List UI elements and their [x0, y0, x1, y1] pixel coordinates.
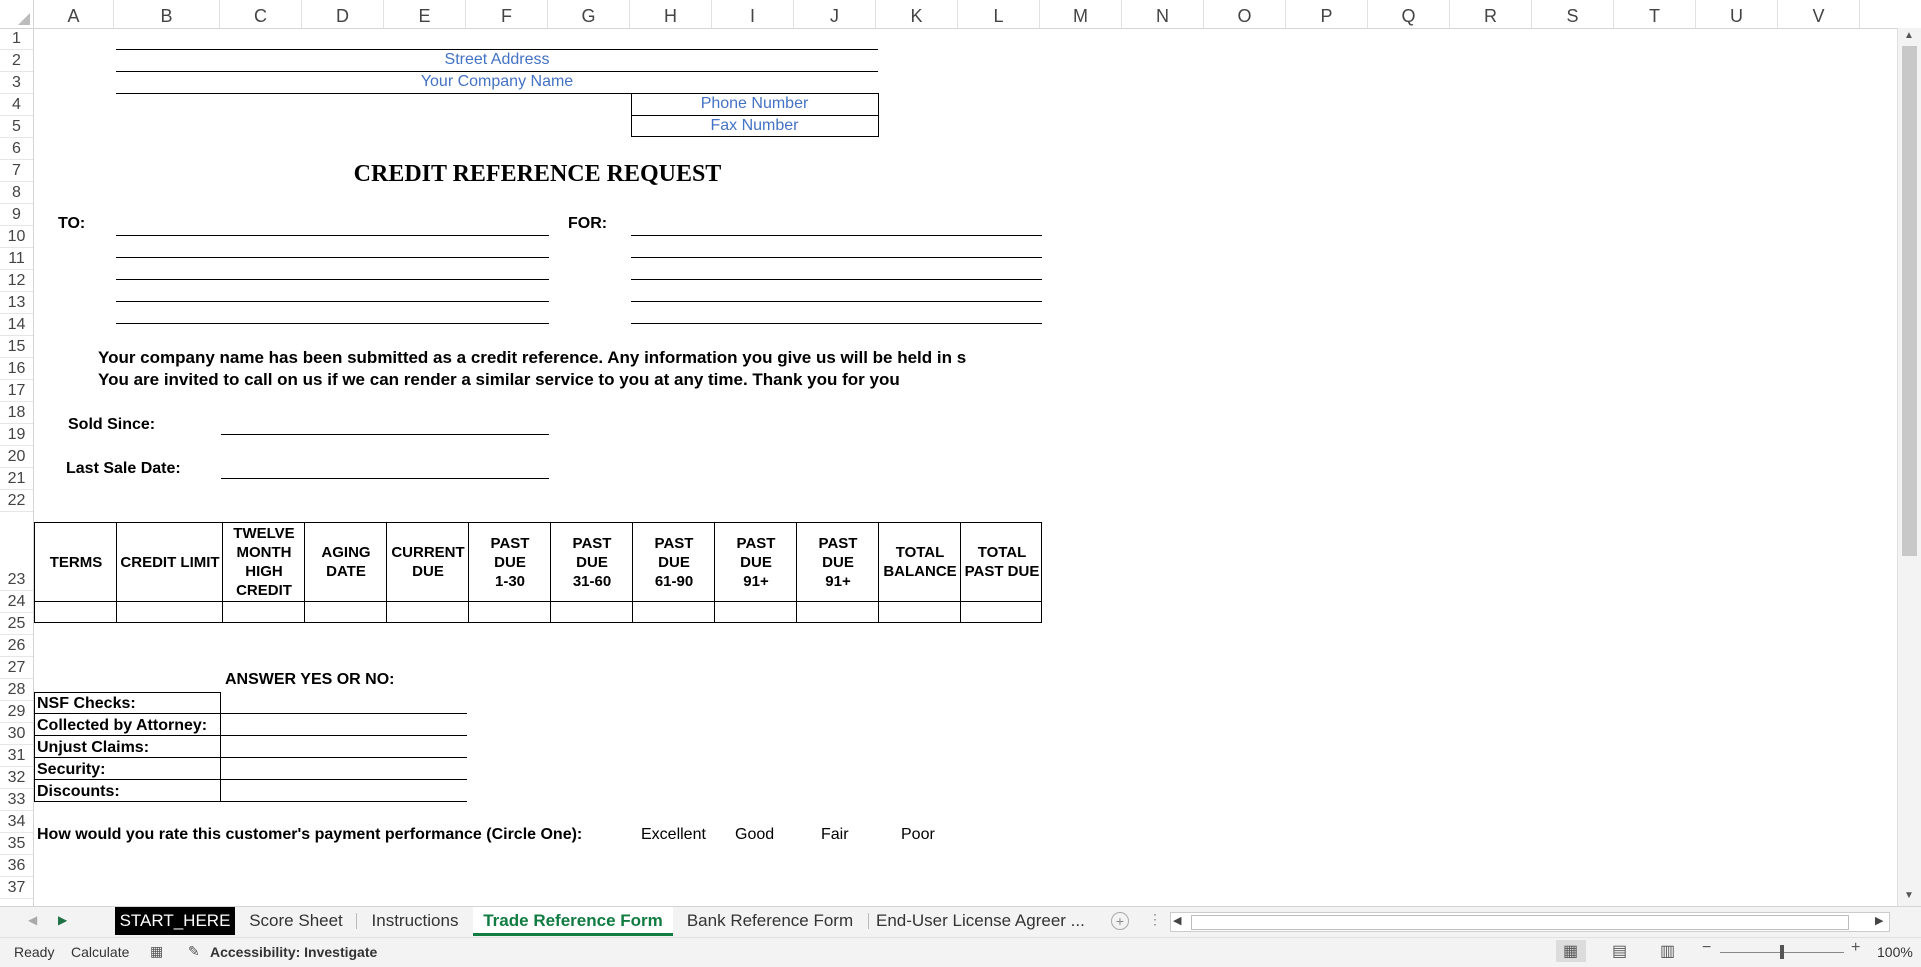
table-data-cell[interactable]: [715, 601, 797, 622]
answer-field[interactable]: [221, 735, 467, 736]
for-line-2[interactable]: [631, 257, 1042, 258]
page-break-preview-icon[interactable]: ▥: [1660, 943, 1676, 960]
table-data-cell[interactable]: [961, 601, 1043, 622]
page-title[interactable]: CREDIT REFERENCE REQUEST: [353, 161, 722, 187]
column-header-k[interactable]: K: [876, 0, 958, 28]
table-header-cell[interactable]: PAST DUE 31-60: [572, 534, 612, 590]
row-header-4[interactable]: 4: [0, 94, 33, 116]
question-label-box: [34, 714, 221, 736]
normal-view-icon: ▦: [1563, 943, 1579, 960]
column-header-u[interactable]: U: [1696, 0, 1778, 28]
row-header-9[interactable]: 9: [0, 204, 33, 226]
row-header-19[interactable]: 19: [0, 424, 33, 446]
status-calculate[interactable]: Calculate: [71, 944, 130, 960]
phone-number[interactable]: Phone Number: [700, 95, 809, 112]
table-data-cell[interactable]: [633, 601, 715, 622]
column-header-q[interactable]: Q: [1368, 0, 1450, 28]
row-header-17[interactable]: 17: [0, 380, 33, 402]
row-header-6[interactable]: 6: [0, 138, 33, 160]
to-line-2[interactable]: [116, 257, 549, 258]
column-header-g[interactable]: G: [548, 0, 630, 28]
tab-divider: [868, 913, 869, 929]
table-data-cell[interactable]: [879, 601, 961, 622]
column-header-m[interactable]: M: [1040, 0, 1122, 28]
phone-fax-divider: [631, 115, 878, 116]
row-header-12[interactable]: 12: [0, 270, 33, 292]
row-header-bar: [0, 28, 34, 906]
row-header-1[interactable]: 1: [0, 28, 33, 50]
tab-bank-reference-form[interactable]: Bank Reference Form: [686, 911, 854, 930]
to-label: TO:: [58, 215, 86, 232]
rating-fair[interactable]: Fair: [821, 826, 849, 843]
question-label-box: [34, 692, 221, 714]
column-header-i[interactable]: I: [712, 0, 794, 28]
row-header-18[interactable]: 18: [0, 402, 33, 424]
for-line-4[interactable]: [631, 301, 1042, 302]
status-bar: [0, 937, 1921, 967]
row-header-7[interactable]: 7: [0, 160, 33, 182]
more-options-icon[interactable]: ⋮: [1148, 911, 1162, 927]
answer-field[interactable]: [221, 801, 467, 802]
row-header-33[interactable]: 33: [0, 789, 33, 811]
row-header-5[interactable]: 5: [0, 116, 33, 138]
column-header-b[interactable]: B: [114, 0, 220, 28]
table-header-cell[interactable]: PAST DUE 91+: [818, 534, 858, 590]
answer-label: ANSWER YES OR NO:: [225, 671, 395, 688]
row-header-15[interactable]: 15: [0, 336, 33, 358]
tab-score-sheet[interactable]: Score Sheet: [249, 911, 343, 930]
question-label: NSF Checks:: [37, 695, 136, 712]
to-line-4[interactable]: [116, 301, 549, 302]
column-header-v[interactable]: V: [1778, 0, 1860, 28]
column-header-n[interactable]: N: [1122, 0, 1204, 28]
column-header-r[interactable]: R: [1450, 0, 1532, 28]
row-header-26[interactable]: 26: [0, 635, 33, 657]
row-header-14[interactable]: 14: [0, 314, 33, 336]
tab-end-user-license[interactable]: End-User License Agreer ...: [876, 911, 1085, 930]
tab-scroll-right-icon[interactable]: ▶: [58, 913, 68, 927]
table-header-cell[interactable]: CREDIT LIMIT: [120, 553, 220, 571]
row-header-36[interactable]: 36: [0, 855, 33, 877]
rating-poor[interactable]: Poor: [901, 826, 935, 843]
column-header-f[interactable]: F: [466, 0, 548, 28]
sold-since-label: Sold Since:: [68, 416, 156, 433]
zoom-level[interactable]: 100%: [1877, 944, 1913, 960]
zoom-out-icon[interactable]: −: [1702, 939, 1712, 956]
column-header-c[interactable]: C: [220, 0, 302, 28]
to-line-5[interactable]: [116, 323, 549, 324]
rating-question: How would you rate this customer's payment performance (Circle One):: [37, 826, 583, 843]
answer-field[interactable]: [221, 779, 467, 780]
row-header-35[interactable]: 35: [0, 833, 33, 855]
tab-start-here[interactable]: START_HERE: [115, 907, 235, 935]
row-header-20[interactable]: 20: [0, 446, 33, 468]
to-line-3[interactable]: [116, 279, 549, 280]
row-header-25[interactable]: 25: [0, 613, 33, 635]
header-line-1: [116, 49, 878, 50]
table-data-cell[interactable]: [551, 601, 633, 622]
table-data-cell[interactable]: [117, 601, 223, 622]
scroll-up-icon[interactable]: ▲: [1904, 30, 1914, 41]
table-header-cell[interactable]: AGING DATE: [321, 544, 371, 580]
row-header-3[interactable]: 3: [0, 72, 33, 94]
row-header-11[interactable]: 11: [0, 248, 33, 270]
horizontal-scrollbar[interactable]: [1170, 912, 1890, 932]
row-header-16[interactable]: 16: [0, 358, 33, 380]
answer-field[interactable]: [221, 757, 467, 758]
add-sheet-icon[interactable]: +: [1111, 912, 1129, 930]
rating-excellent[interactable]: Excellent: [641, 826, 706, 843]
row-header-34[interactable]: 34: [0, 811, 33, 833]
select-all-button[interactable]: [0, 0, 34, 28]
column-header-bar: [0, 0, 1921, 29]
last-sale-date-label: Last Sale Date:: [66, 460, 181, 477]
table-data-cell[interactable]: [35, 601, 117, 622]
fax-number[interactable]: Fax Number: [710, 117, 799, 134]
column-header-l[interactable]: L: [958, 0, 1040, 28]
vertical-scroll-thumb[interactable]: [1902, 46, 1917, 556]
for-line-3[interactable]: [631, 279, 1042, 280]
column-header-e[interactable]: E: [384, 0, 466, 28]
scroll-down-icon[interactable]: ▼: [1904, 890, 1914, 901]
sheet-tab-bar: [0, 906, 1921, 937]
column-header-p[interactable]: P: [1286, 0, 1368, 28]
for-label: FOR:: [568, 215, 608, 232]
table-data-cell[interactable]: [387, 601, 469, 622]
table-data-cell[interactable]: [797, 601, 879, 622]
company-name[interactable]: Your Company Name: [420, 73, 574, 90]
table-header-cell[interactable]: TOTAL BALANCE: [883, 544, 957, 580]
tab-instructions[interactable]: Instructions: [371, 911, 459, 930]
paragraph-line-1[interactable]: Your company name has been submitted as a credit reference. Any information you give us will be held in s: [98, 348, 967, 367]
row-header-21[interactable]: 21: [0, 468, 33, 490]
row-header-27[interactable]: 27: [0, 657, 33, 679]
tab-divider: [356, 913, 357, 929]
question-label: Unjust Claims:: [37, 739, 150, 756]
column-header-j[interactable]: J: [794, 0, 876, 28]
last-sale-date-field[interactable]: [221, 478, 549, 479]
table-row-divider: [35, 601, 1041, 602]
question-label: Discounts:: [37, 783, 120, 800]
column-header-o[interactable]: O: [1204, 0, 1286, 28]
for-line-5[interactable]: [631, 323, 1042, 324]
column-header-t[interactable]: T: [1614, 0, 1696, 28]
table-data-cell[interactable]: [223, 601, 305, 622]
table-data-cell[interactable]: [305, 601, 387, 622]
hscroll-right-icon[interactable]: ▶: [1875, 915, 1884, 927]
table-header-cell[interactable]: TOTAL PAST DUE: [964, 544, 1040, 580]
row-header-32[interactable]: 32: [0, 767, 33, 789]
accessibility-icon[interactable]: ✎: [188, 943, 200, 959]
row-header-31[interactable]: 31: [0, 745, 33, 767]
question-label: Collected by Attorney:: [37, 717, 208, 734]
question-label-box: [34, 780, 221, 802]
question-label-box: [34, 758, 221, 780]
row-header-10[interactable]: 10: [0, 226, 33, 248]
hscroll-left-icon[interactable]: ◀: [1173, 915, 1182, 927]
answer-field[interactable]: [221, 713, 467, 714]
table-header-cell[interactable]: TERMS: [49, 553, 103, 571]
row-header-30[interactable]: 30: [0, 723, 33, 745]
status-ready: Ready: [14, 944, 55, 960]
row-header-29[interactable]: 29: [0, 701, 33, 723]
row-header-28[interactable]: 28: [0, 679, 33, 701]
zoom-in-icon[interactable]: +: [1851, 939, 1861, 956]
for-line-1[interactable]: [631, 235, 1042, 236]
paragraph-line-2[interactable]: You are invited to call on us if we can render a similar service to you at any time. Thank you for you: [98, 370, 900, 389]
tab-trade-reference-form[interactable]: Trade Reference Form: [473, 907, 673, 936]
header-line-2: [116, 71, 878, 72]
horizontal-scroll-thumb[interactable]: [1191, 915, 1849, 930]
question-label-box: [34, 736, 221, 758]
tab-scroll-left-icon[interactable]: ◀: [28, 913, 38, 927]
street-address[interactable]: Street Address: [444, 51, 550, 68]
column-header-h[interactable]: H: [630, 0, 712, 28]
zoom-slider-thumb[interactable]: [1780, 945, 1784, 959]
row-header-24[interactable]: 24: [0, 591, 33, 613]
status-accessibility[interactable]: Accessibility: Investigate: [210, 944, 378, 960]
vertical-scrollbar[interactable]: [1897, 28, 1921, 906]
row-header-22[interactable]: 22: [0, 490, 33, 512]
row-header-37[interactable]: 37: [0, 877, 33, 899]
sold-since-field[interactable]: [221, 434, 549, 435]
row-header-23[interactable]: 23: [0, 512, 33, 591]
question-label: Security:: [37, 761, 106, 778]
table-data-cell[interactable]: [469, 601, 551, 622]
column-header-s[interactable]: S: [1532, 0, 1614, 28]
macro-record-icon[interactable]: ▦: [150, 943, 164, 959]
to-line-1[interactable]: [116, 235, 549, 236]
rating-good[interactable]: Good: [735, 826, 775, 843]
table-header-cell[interactable]: PAST DUE 1-30: [490, 534, 530, 590]
table-header-cell[interactable]: CURRENT DUE: [391, 544, 465, 580]
column-header-d[interactable]: D: [302, 0, 384, 28]
page-layout-icon[interactable]: ▤: [1612, 943, 1628, 960]
table-header-cell[interactable]: PAST DUE 61-90: [654, 534, 694, 590]
column-header-a[interactable]: A: [34, 0, 114, 28]
credit-table: [34, 522, 1042, 623]
row-header-13[interactable]: 13: [0, 292, 33, 314]
row-header-8[interactable]: 8: [0, 182, 33, 204]
row-header-2[interactable]: 2: [0, 50, 33, 72]
table-header-cell[interactable]: TWELVE MONTH HIGH CREDIT: [233, 525, 295, 599]
table-header-cell[interactable]: PAST DUE 91+: [736, 534, 776, 590]
